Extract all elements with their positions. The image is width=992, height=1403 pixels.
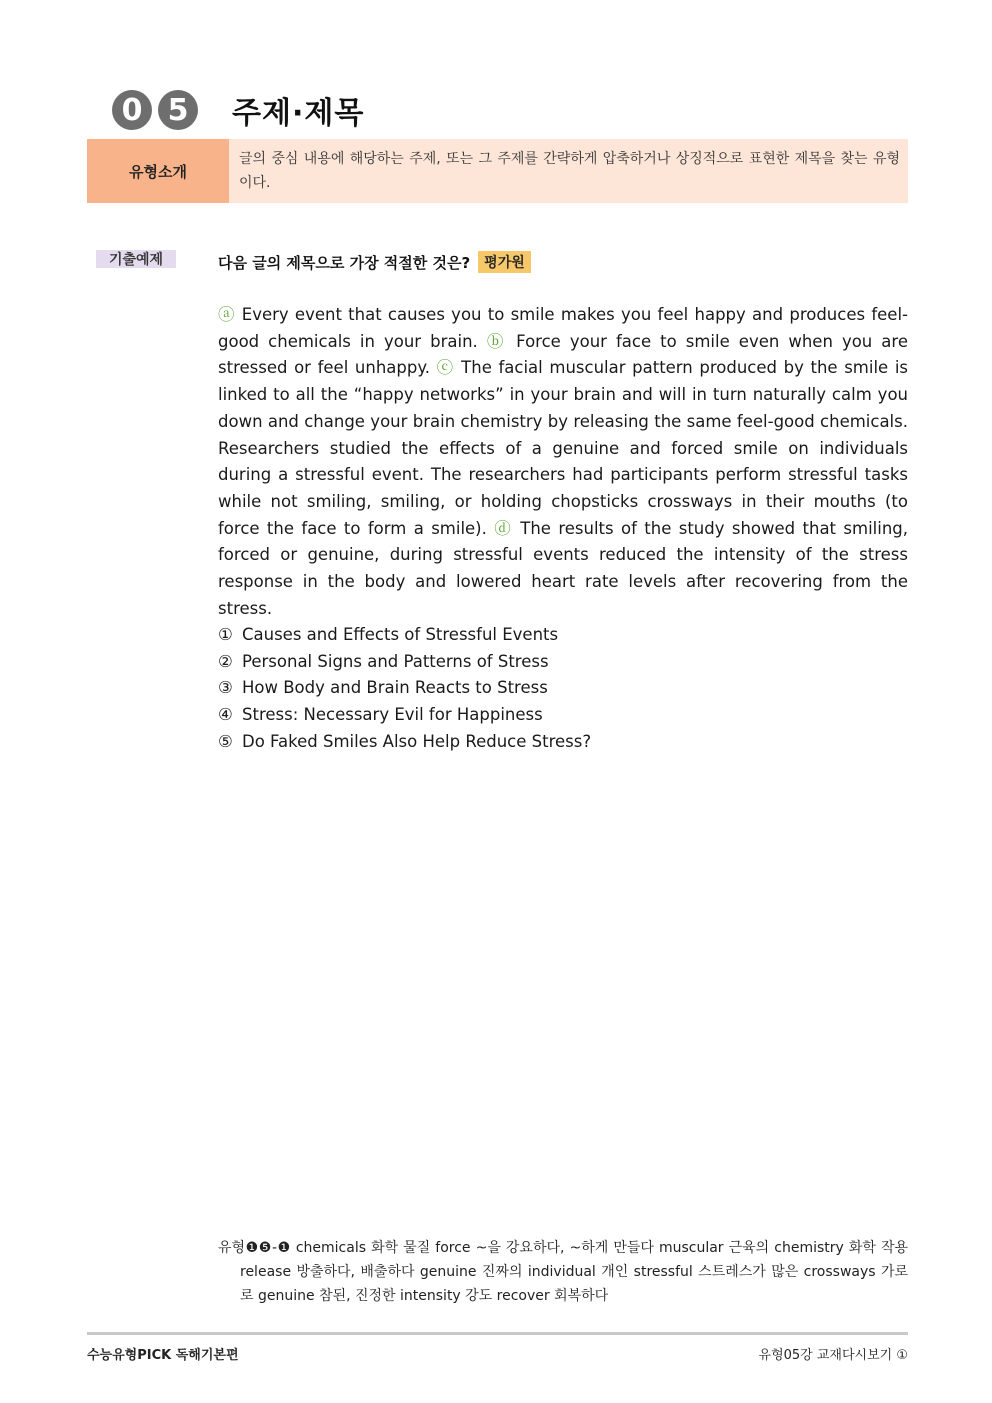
choice-1[interactable] (218, 622, 908, 649)
passage-sentence-2: Force your face to smile even when you are stressed or feel unhappy. (218, 331, 908, 378)
intro-box (87, 139, 908, 203)
marker-a: ⓐ (218, 305, 236, 324)
page-title: 주제·제목 (232, 96, 365, 131)
choice-2[interactable] (218, 649, 908, 676)
footer-page-info: 유형05강 교재다시보기 ① (758, 1348, 908, 1363)
vocabulary-notes: 유형❶❺-❶ chemicals 화학 물질 force ~을 강요하다, ~하게 만들다 muscular 근육의 chemistry 화학 작용 release 방출하다, 배출하다 genuine 진짜의 individual 개인 stressful 스트레스가 많은 crossways 가로로 genuine 참된, 진정한 intensity 강도 recover 회복하다 (218, 1240, 908, 1304)
choice-text: How Body and Brain Reacts to Stress (242, 678, 548, 698)
unit-header (112, 88, 364, 132)
choice-number: ① (218, 625, 233, 644)
passage-sentence-3: The facial muscular pattern produced by the smile is linked to all the “happy networks” in your brain and will in turn naturally calm you down and change your brain chemistry by releasing the same feel-good chemicals. Researchers studied the effects of a genuine and forced smile on individuals during a stressful event. The researchers had participants perform stressful tasks while not smiling, smiling, or holding chopsticks crossways in their mouths (to force the face to form a smile). (218, 358, 909, 538)
choice-number: ③ (218, 678, 233, 698)
question (218, 251, 531, 273)
choice-number: ⑤ (218, 731, 233, 751)
choice-text: Do Faked Smiles Also Help Reduce Stress? (242, 731, 592, 751)
intro-text: 글의 중심 내용에 해당하는 주제, 또는 그 주제를 간략하게 압축하거나 상징적으로 표현한 제목을 찾는 유형이다. (239, 151, 900, 191)
choice-4[interactable] (218, 702, 908, 729)
footer-divider (87, 1332, 908, 1335)
marker-b: ⓑ (486, 331, 508, 351)
marker-d: ⓓ (494, 518, 513, 538)
footer-book-title: 수능유형PICK 독해기본편 (87, 1348, 239, 1363)
choice-text: Stress: Necessary Evil for Happiness (242, 705, 543, 725)
source-badge: 평가원 (478, 251, 531, 273)
unit-number-circle-1: 0 (112, 90, 152, 130)
question-text: 다음 글의 제목으로 가장 적절한 것은? (218, 253, 471, 272)
choice-text: Causes and Effects of Stressful Events (242, 625, 559, 644)
example-label: 기출예제 (96, 250, 176, 268)
choice-5[interactable] (218, 729, 908, 756)
choice-number: ② (218, 651, 233, 671)
passage-sentence-4: The results of the study showed that smiling, forced or genuine, during stressful events reduced the intensity of the stress response in the body and lowered heart rate levels after recovering from the stress. (218, 518, 909, 618)
passage-sentence-1: Every event that causes you to smile makes you feel happy and produces feel-good chemicals in your brain. (218, 305, 908, 351)
answer-choices (218, 622, 908, 756)
marker-c: ⓒ (436, 358, 455, 378)
passage (218, 302, 908, 622)
choice-text: Personal Signs and Patterns of Stress (242, 651, 549, 671)
choice-number: ④ (218, 705, 233, 725)
intro-label: 유형소개 (87, 139, 229, 203)
unit-number-circle-2: 5 (158, 90, 198, 130)
choice-3[interactable] (218, 675, 908, 702)
